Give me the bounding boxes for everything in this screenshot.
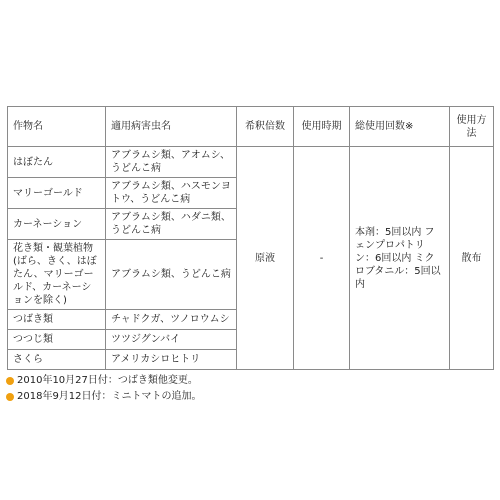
crop-cell: マリーゴールド (8, 178, 106, 209)
pests-cell: アメリカシロヒトリ (106, 350, 237, 370)
timing-cell: - (294, 147, 350, 370)
pests-cell: アブラムシ類、ハスモンヨトウ、うどんこ病 (106, 178, 237, 209)
pests-cell: ツツジグンバイ (106, 330, 237, 350)
crop-cell: つばき類 (8, 310, 106, 330)
revision-note (6, 389, 202, 405)
pests-cell: アブラムシ類、アオムシ、うどんこ病 (106, 147, 237, 178)
header-pests: 適用病害虫名 (106, 107, 237, 147)
method-cell: 散布 (450, 147, 494, 370)
bullet-icon (6, 393, 14, 401)
crop-cell: カーネーション (8, 209, 106, 240)
pests-cell: アブラムシ類、うどんこ病 (106, 240, 237, 310)
pests-cell: アブラムシ類、ハダニ類、うどんこ病 (106, 209, 237, 240)
revision-note-text: 2010年10月27日付：つばき類他変更。 (17, 375, 198, 386)
revision-note (6, 373, 202, 389)
header-crop: 作物名 (8, 107, 106, 147)
crop-cell: さくら (8, 350, 106, 370)
revision-note-text: 2018年9月12日付：ミニトマトの追加。 (17, 391, 202, 402)
pests-cell: チャドクガ、ツノロウムシ (106, 310, 237, 330)
header-method: 使用方法 (450, 107, 494, 147)
header-timing: 使用時期 (294, 107, 350, 147)
crop-cell: つつじ類 (8, 330, 106, 350)
revision-notes (6, 373, 202, 405)
bullet-icon (6, 377, 14, 385)
table-header-row (8, 107, 494, 147)
header-dilution: 希釈倍数 (237, 107, 294, 147)
dilution-cell: 原液 (237, 147, 294, 370)
table-row (8, 147, 494, 178)
crop-cell: 花き類・観葉植物(ばら、きく、はぼたん、マリーゴールド、カーネーションを除く) (8, 240, 106, 310)
total-uses-cell: 本剤：5回以内 フェンプロパトリン：6回以内 ミクロブタニル：5回以内 (350, 147, 450, 370)
header-total-uses: 総使用回数※ (350, 107, 450, 147)
pesticide-usage-table (7, 106, 494, 370)
crop-cell: はぼたん (8, 147, 106, 178)
